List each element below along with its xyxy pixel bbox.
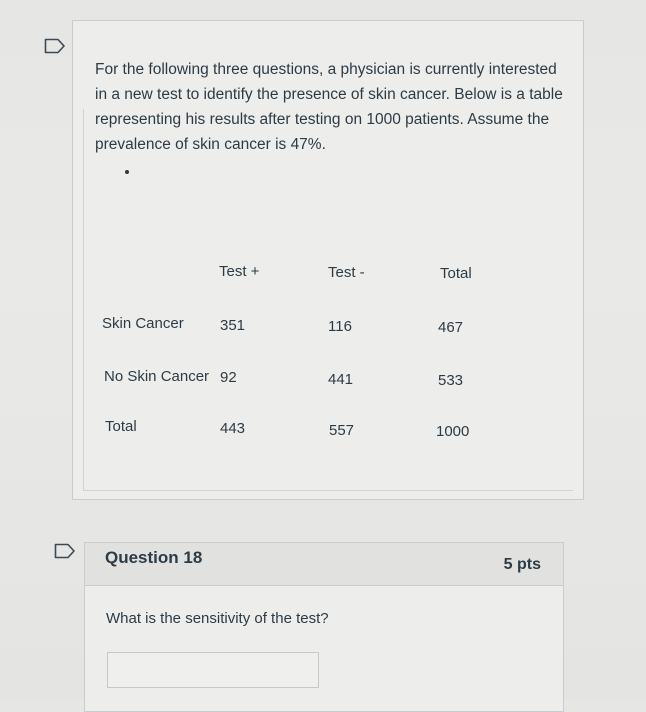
table-cell: 533: [438, 372, 464, 389]
row-label-no-skin-cancer: No Skin Cancer: [104, 368, 210, 385]
question-header: [85, 543, 563, 586]
table-cell: 443: [220, 420, 246, 437]
table-cell: 351: [220, 317, 246, 334]
flag-question-icon[interactable]: [44, 38, 66, 54]
question-text: What is the sensitivity of the test?: [106, 610, 329, 627]
table-cell: 92: [220, 369, 237, 386]
flag-question-icon[interactable]: [54, 543, 76, 559]
answer-input[interactable]: [107, 652, 319, 688]
row-label-total: Total: [105, 418, 137, 435]
header-test-negative: Test -: [328, 264, 365, 281]
header-total: Total: [440, 265, 472, 282]
table-cell: 467: [438, 319, 464, 336]
header-test-positive: Test +: [219, 263, 260, 280]
row-label-skin-cancer: Skin Cancer: [102, 315, 184, 332]
context-paragraph: For the following three questions, a physician is currently interested in a new test to identify the presence of skin cancer. Below is a table representing his results after testing on 1000 patients. Assume the prevalence of skin cancer is 47%.: [95, 61, 563, 153]
question-card: [84, 542, 564, 712]
table-cell: 557: [329, 422, 355, 439]
table-cell: 116: [328, 318, 352, 335]
question-points: 5 pts: [503, 556, 541, 573]
table-cell: 441: [328, 371, 354, 388]
question-context-box: [72, 20, 584, 500]
results-table: [83, 109, 573, 491]
table-cell: 1000: [436, 423, 470, 440]
question-title: Question 18: [105, 548, 203, 567]
